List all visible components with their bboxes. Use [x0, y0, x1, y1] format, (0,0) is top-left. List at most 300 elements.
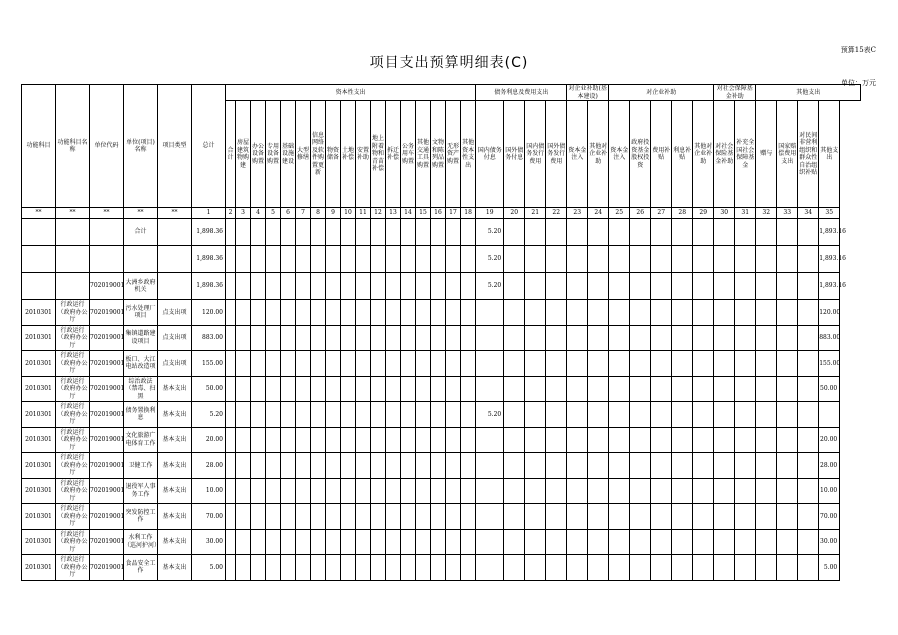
empty-cell [546, 402, 567, 428]
func-code-cell [22, 246, 56, 273]
empty-cell [798, 273, 819, 300]
empty-cell [546, 504, 567, 530]
empty-cell [630, 246, 651, 273]
empty-cell [341, 478, 356, 504]
unit-name-cell: 卫健工作 [124, 453, 158, 479]
empty-cell [236, 529, 251, 555]
empty-cell [341, 351, 356, 377]
total-cell: 155.00 [192, 351, 226, 377]
project-type-cell: 基本支出 [158, 504, 192, 530]
other-expense-cell: 10.00 [819, 478, 840, 504]
unit-code-cell: 702019001 [90, 478, 124, 504]
empty-cell [567, 300, 588, 326]
header-sub-cell: 土地补偿 [341, 101, 356, 208]
unit-code-cell: 702019001 [90, 555, 124, 581]
empty-cell [630, 453, 651, 479]
empty-cell [326, 478, 341, 504]
empty-cell [416, 219, 431, 246]
index-cell: ** [124, 208, 158, 219]
project-type-cell: 基本支出 [158, 376, 192, 402]
empty-cell [504, 402, 525, 428]
total-cell: 20.00 [192, 427, 226, 453]
empty-cell [266, 325, 281, 351]
empty-cell [226, 504, 236, 530]
empty-cell [609, 504, 630, 530]
empty-cell [651, 219, 672, 246]
empty-cell [630, 351, 651, 377]
total-cell: 120.00 [192, 300, 226, 326]
index-cell: 8 [311, 208, 326, 219]
empty-cell [461, 427, 476, 453]
empty-cell [401, 453, 416, 479]
empty-cell [416, 300, 431, 326]
empty-cell [311, 219, 326, 246]
unit-code-cell: 702019001 [90, 376, 124, 402]
empty-cell [672, 402, 693, 428]
empty-cell [251, 453, 266, 479]
empty-cell [446, 273, 461, 300]
index-cell: 34 [798, 208, 819, 219]
empty-cell [371, 529, 386, 555]
header-sub-cell: 国外债务发行费用 [546, 101, 567, 208]
other-expense-cell: 1,893.16 [819, 273, 840, 300]
header-sub-cell: 国外债务付息 [504, 101, 525, 208]
empty-cell [356, 376, 371, 402]
header-sub-cell: 文物和陈列品购置 [431, 101, 446, 208]
project-type-cell: 基本支出 [158, 427, 192, 453]
empty-cell [735, 325, 756, 351]
func-code-cell: 2010301 [22, 504, 56, 530]
index-cell: 17 [446, 208, 461, 219]
header-group-cell: 对企业补助(基本建设) [568, 85, 607, 100]
empty-cell [401, 300, 416, 326]
empty-cell [311, 453, 326, 479]
empty-cell [630, 529, 651, 555]
header-sub-cell: 公务用车购置 [401, 101, 416, 208]
func-name-cell: 行政运行（政府办公厅 [57, 530, 88, 553]
empty-cell [446, 325, 461, 351]
index-cell: 16 [431, 208, 446, 219]
empty-cell [251, 427, 266, 453]
empty-cell [567, 555, 588, 581]
empty-cell [461, 402, 476, 428]
func-name-cell: 行政运行（政府办公厅 [57, 479, 88, 502]
other-expense-cell: 20.00 [819, 427, 840, 453]
total-cell: 28.00 [192, 453, 226, 479]
empty-cell [567, 246, 588, 273]
empty-cell [461, 376, 476, 402]
other-expense-cell: 5.00 [819, 555, 840, 581]
index-cell: 6 [281, 208, 296, 219]
empty-cell [504, 325, 525, 351]
empty-cell [431, 555, 446, 581]
empty-cell [281, 246, 296, 273]
empty-cell [651, 325, 672, 351]
empty-cell [525, 453, 546, 479]
empty-cell [226, 529, 236, 555]
header-sub-cell: 国内债务付息 [476, 101, 504, 208]
header-sub-cell: 对民间非营利组织和群众性自治组织补贴 [798, 101, 819, 208]
index-cell: 31 [735, 208, 756, 219]
empty-cell [777, 504, 798, 530]
header-cell: 单位代码 [90, 85, 124, 208]
empty-cell [630, 478, 651, 504]
empty-cell [567, 325, 588, 351]
func-code-cell: 2010301 [22, 478, 56, 504]
header-sub-cell: 基础设施建设 [281, 101, 296, 208]
empty-cell [341, 300, 356, 326]
index-cell: 19 [476, 208, 504, 219]
empty-cell [588, 504, 609, 530]
empty-cell [588, 555, 609, 581]
empty-cell [251, 529, 266, 555]
header-group-cell: 债务利息及费用支出 [476, 85, 567, 101]
empty-cell [326, 351, 341, 377]
domestic-debt-interest-cell [476, 453, 504, 479]
empty-cell [416, 555, 431, 581]
index-cell: 14 [401, 208, 416, 219]
empty-cell [461, 300, 476, 326]
other-expense-cell [819, 402, 840, 428]
func-code-cell [22, 273, 56, 300]
empty-cell [446, 555, 461, 581]
empty-cell [401, 273, 416, 300]
total-cell: 5.00 [192, 555, 226, 581]
empty-cell [672, 478, 693, 504]
empty-cell [416, 504, 431, 530]
empty-cell [546, 453, 567, 479]
empty-cell [461, 529, 476, 555]
unit-code-cell: 702019001 [90, 504, 124, 530]
empty-cell [630, 555, 651, 581]
func-code-cell: 2010301 [22, 427, 56, 453]
empty-cell [311, 325, 326, 351]
empty-cell [341, 555, 356, 581]
header-sub-cell: 国内债务发行费用 [525, 101, 546, 208]
table-row [22, 427, 897, 453]
empty-cell [386, 325, 401, 351]
empty-cell [546, 219, 567, 246]
empty-cell [798, 529, 819, 555]
index-cell: 13 [386, 208, 401, 219]
empty-cell [756, 427, 777, 453]
unit-name-cell: 大洲乡政府机关 [124, 273, 158, 300]
empty-cell [609, 376, 630, 402]
empty-cell [281, 555, 296, 581]
empty-cell [798, 300, 819, 326]
index-cell: 1 [192, 208, 226, 219]
empty-cell [525, 529, 546, 555]
header-sub-cell: 大型修缮 [296, 101, 311, 208]
empty-cell [504, 453, 525, 479]
empty-cell [281, 219, 296, 246]
unit-code-cell [90, 246, 124, 273]
empty-cell [251, 300, 266, 326]
empty-cell [296, 529, 311, 555]
empty-cell [431, 504, 446, 530]
empty-cell [756, 246, 777, 273]
empty-cell [226, 427, 236, 453]
empty-cell [226, 376, 236, 402]
index-cell: 25 [609, 208, 630, 219]
index-cell: 28 [672, 208, 693, 219]
header-sub-cell: 办公设备购置 [251, 101, 266, 208]
empty-cell [311, 504, 326, 530]
empty-cell [416, 453, 431, 479]
empty-cell [525, 246, 546, 273]
empty-cell [525, 273, 546, 300]
header-cell: 功能科目 [22, 85, 56, 208]
empty-cell [281, 300, 296, 326]
empty-cell [431, 351, 446, 377]
other-expense-cell: 155.00 [819, 351, 840, 377]
header-sub-cell: 利息补贴 [672, 101, 693, 208]
empty-cell [226, 300, 236, 326]
empty-cell [266, 529, 281, 555]
empty-cell [341, 246, 356, 273]
empty-cell [546, 478, 567, 504]
index-cell: 26 [630, 208, 651, 219]
empty-cell [266, 427, 281, 453]
empty-cell [326, 555, 341, 581]
empty-cell [567, 478, 588, 504]
empty-cell [326, 402, 341, 428]
empty-cell [651, 376, 672, 402]
unit-name-cell: 板口、大江电站改造项 [124, 351, 158, 377]
empty-cell [251, 376, 266, 402]
empty-cell [296, 478, 311, 504]
empty-cell [281, 273, 296, 300]
empty-cell [567, 273, 588, 300]
total-cell: 50.00 [192, 376, 226, 402]
header-row-groups [22, 85, 897, 101]
project-type-cell: 点支出项 [158, 325, 192, 351]
empty-cell [356, 453, 371, 479]
index-cell: 18 [461, 208, 476, 219]
empty-cell [416, 376, 431, 402]
empty-cell [326, 273, 341, 300]
empty-cell [714, 351, 735, 377]
empty-cell [386, 504, 401, 530]
empty-cell [798, 478, 819, 504]
index-cell: 23 [567, 208, 588, 219]
unit-code-cell: 702019001 [90, 273, 124, 300]
empty-cell [251, 325, 266, 351]
empty-cell [714, 300, 735, 326]
empty-cell [386, 376, 401, 402]
empty-cell [311, 246, 326, 273]
empty-cell [777, 478, 798, 504]
index-cell: 20 [504, 208, 525, 219]
empty-cell [226, 453, 236, 479]
empty-cell [525, 504, 546, 530]
header-sub-cell: 安置补助 [356, 101, 371, 208]
total-cell: 5.20 [192, 402, 226, 428]
empty-cell [356, 325, 371, 351]
empty-cell [714, 453, 735, 479]
index-cell: 21 [525, 208, 546, 219]
domestic-debt-interest-cell [476, 427, 504, 453]
header-sub-cell: 信息网络及软件购置更新 [311, 101, 326, 208]
empty-cell [446, 427, 461, 453]
empty-cell [693, 219, 714, 246]
empty-cell [567, 504, 588, 530]
empty-cell [431, 529, 446, 555]
empty-cell [777, 376, 798, 402]
empty-cell [651, 273, 672, 300]
empty-cell [461, 351, 476, 377]
empty-cell [630, 219, 651, 246]
empty-cell [546, 529, 567, 555]
empty-cell [651, 453, 672, 479]
empty-cell [236, 273, 251, 300]
header-sub-cell: 资本金注入 [609, 101, 630, 208]
empty-cell [798, 504, 819, 530]
domestic-debt-interest-cell [476, 529, 504, 555]
empty-cell [386, 427, 401, 453]
empty-cell [251, 273, 266, 300]
empty-cell [226, 325, 236, 351]
unit-name-cell: 债务置换利息 [124, 402, 158, 428]
empty-cell [777, 300, 798, 326]
empty-cell [296, 273, 311, 300]
empty-cell [266, 504, 281, 530]
func-name-cell [56, 246, 90, 273]
empty-cell [609, 246, 630, 273]
empty-cell [693, 273, 714, 300]
header-sub-cell: 其他交通工具购置 [416, 101, 431, 208]
empty-cell [266, 246, 281, 273]
empty-cell [326, 529, 341, 555]
empty-cell [416, 427, 431, 453]
other-expense-cell: 50.00 [819, 376, 840, 402]
empty-cell [356, 300, 371, 326]
empty-cell [525, 376, 546, 402]
empty-cell [236, 504, 251, 530]
table-row [22, 555, 897, 581]
empty-cell [714, 504, 735, 530]
unit-name-cell: 突发防控工作 [124, 504, 158, 530]
table-row [22, 504, 897, 530]
unit-label: 单位：万元 [841, 79, 876, 87]
empty-cell [386, 555, 401, 581]
empty-cell [386, 273, 401, 300]
empty-cell [251, 402, 266, 428]
empty-cell [546, 325, 567, 351]
empty-cell [446, 529, 461, 555]
empty-cell [525, 555, 546, 581]
empty-cell [401, 351, 416, 377]
project-type-cell: 基本支出 [158, 529, 192, 555]
empty-cell [431, 453, 446, 479]
unit-code-cell: 702019001 [90, 351, 124, 377]
empty-cell [236, 555, 251, 581]
empty-cell [651, 478, 672, 504]
table-row [22, 325, 897, 351]
empty-cell [567, 402, 588, 428]
empty-cell [777, 427, 798, 453]
empty-cell [371, 376, 386, 402]
unit-name-cell: 水利工作（巡河护河） [124, 529, 158, 555]
empty-cell [756, 273, 777, 300]
empty-cell [756, 351, 777, 377]
project-type-cell [158, 219, 192, 246]
empty-cell [546, 376, 567, 402]
empty-cell [798, 453, 819, 479]
empty-cell [714, 273, 735, 300]
empty-cell [386, 529, 401, 555]
empty-cell [777, 219, 798, 246]
empty-cell [296, 453, 311, 479]
index-cell: 7 [296, 208, 311, 219]
empty-cell [714, 402, 735, 428]
empty-cell [714, 555, 735, 581]
empty-cell [504, 351, 525, 377]
empty-cell [226, 555, 236, 581]
empty-cell [341, 427, 356, 453]
empty-cell [461, 478, 476, 504]
empty-cell [281, 504, 296, 530]
empty-cell [326, 300, 341, 326]
empty-cell [266, 300, 281, 326]
empty-cell [371, 300, 386, 326]
empty-cell [735, 351, 756, 377]
empty-cell [672, 376, 693, 402]
empty-cell [693, 300, 714, 326]
empty-cell [461, 246, 476, 273]
unit-name-cell: 污水处理厂项目 [124, 300, 158, 326]
empty-cell [461, 453, 476, 479]
empty-cell [251, 219, 266, 246]
empty-cell [341, 453, 356, 479]
func-name-cell: 行政运行（政府办公厅 [57, 352, 88, 374]
empty-cell [356, 351, 371, 377]
empty-cell [714, 529, 735, 555]
header-sub-cell: 赠与 [756, 101, 777, 208]
header-sub-cell: 其他资本性支出 [461, 101, 476, 208]
empty-cell [609, 555, 630, 581]
empty-cell [431, 376, 446, 402]
domestic-debt-interest-cell [476, 325, 504, 351]
index-cell: 33 [777, 208, 798, 219]
empty-cell [266, 219, 281, 246]
empty-cell [401, 219, 416, 246]
empty-cell [651, 351, 672, 377]
empty-cell [416, 351, 431, 377]
empty-cell [251, 504, 266, 530]
empty-cell [735, 529, 756, 555]
empty-cell [236, 246, 251, 273]
empty-cell [296, 219, 311, 246]
empty-cell [777, 453, 798, 479]
empty-cell [672, 351, 693, 377]
func-name-cell: 行政运行（政府办公厅 [57, 301, 88, 323]
index-cell: 24 [588, 208, 609, 219]
index-cell: ** [90, 208, 124, 219]
total-cell: 30.00 [192, 529, 226, 555]
empty-cell [311, 529, 326, 555]
empty-cell [525, 478, 546, 504]
empty-cell [630, 273, 651, 300]
func-code-cell: 2010301 [22, 376, 56, 402]
header-group-cell: 其他支出 [756, 85, 861, 101]
func-code-cell: 2010301 [22, 351, 56, 377]
project-type-cell: 点支出项 [158, 351, 192, 377]
index-cell: 9 [326, 208, 341, 219]
empty-cell [401, 427, 416, 453]
empty-cell [461, 555, 476, 581]
empty-cell [371, 555, 386, 581]
